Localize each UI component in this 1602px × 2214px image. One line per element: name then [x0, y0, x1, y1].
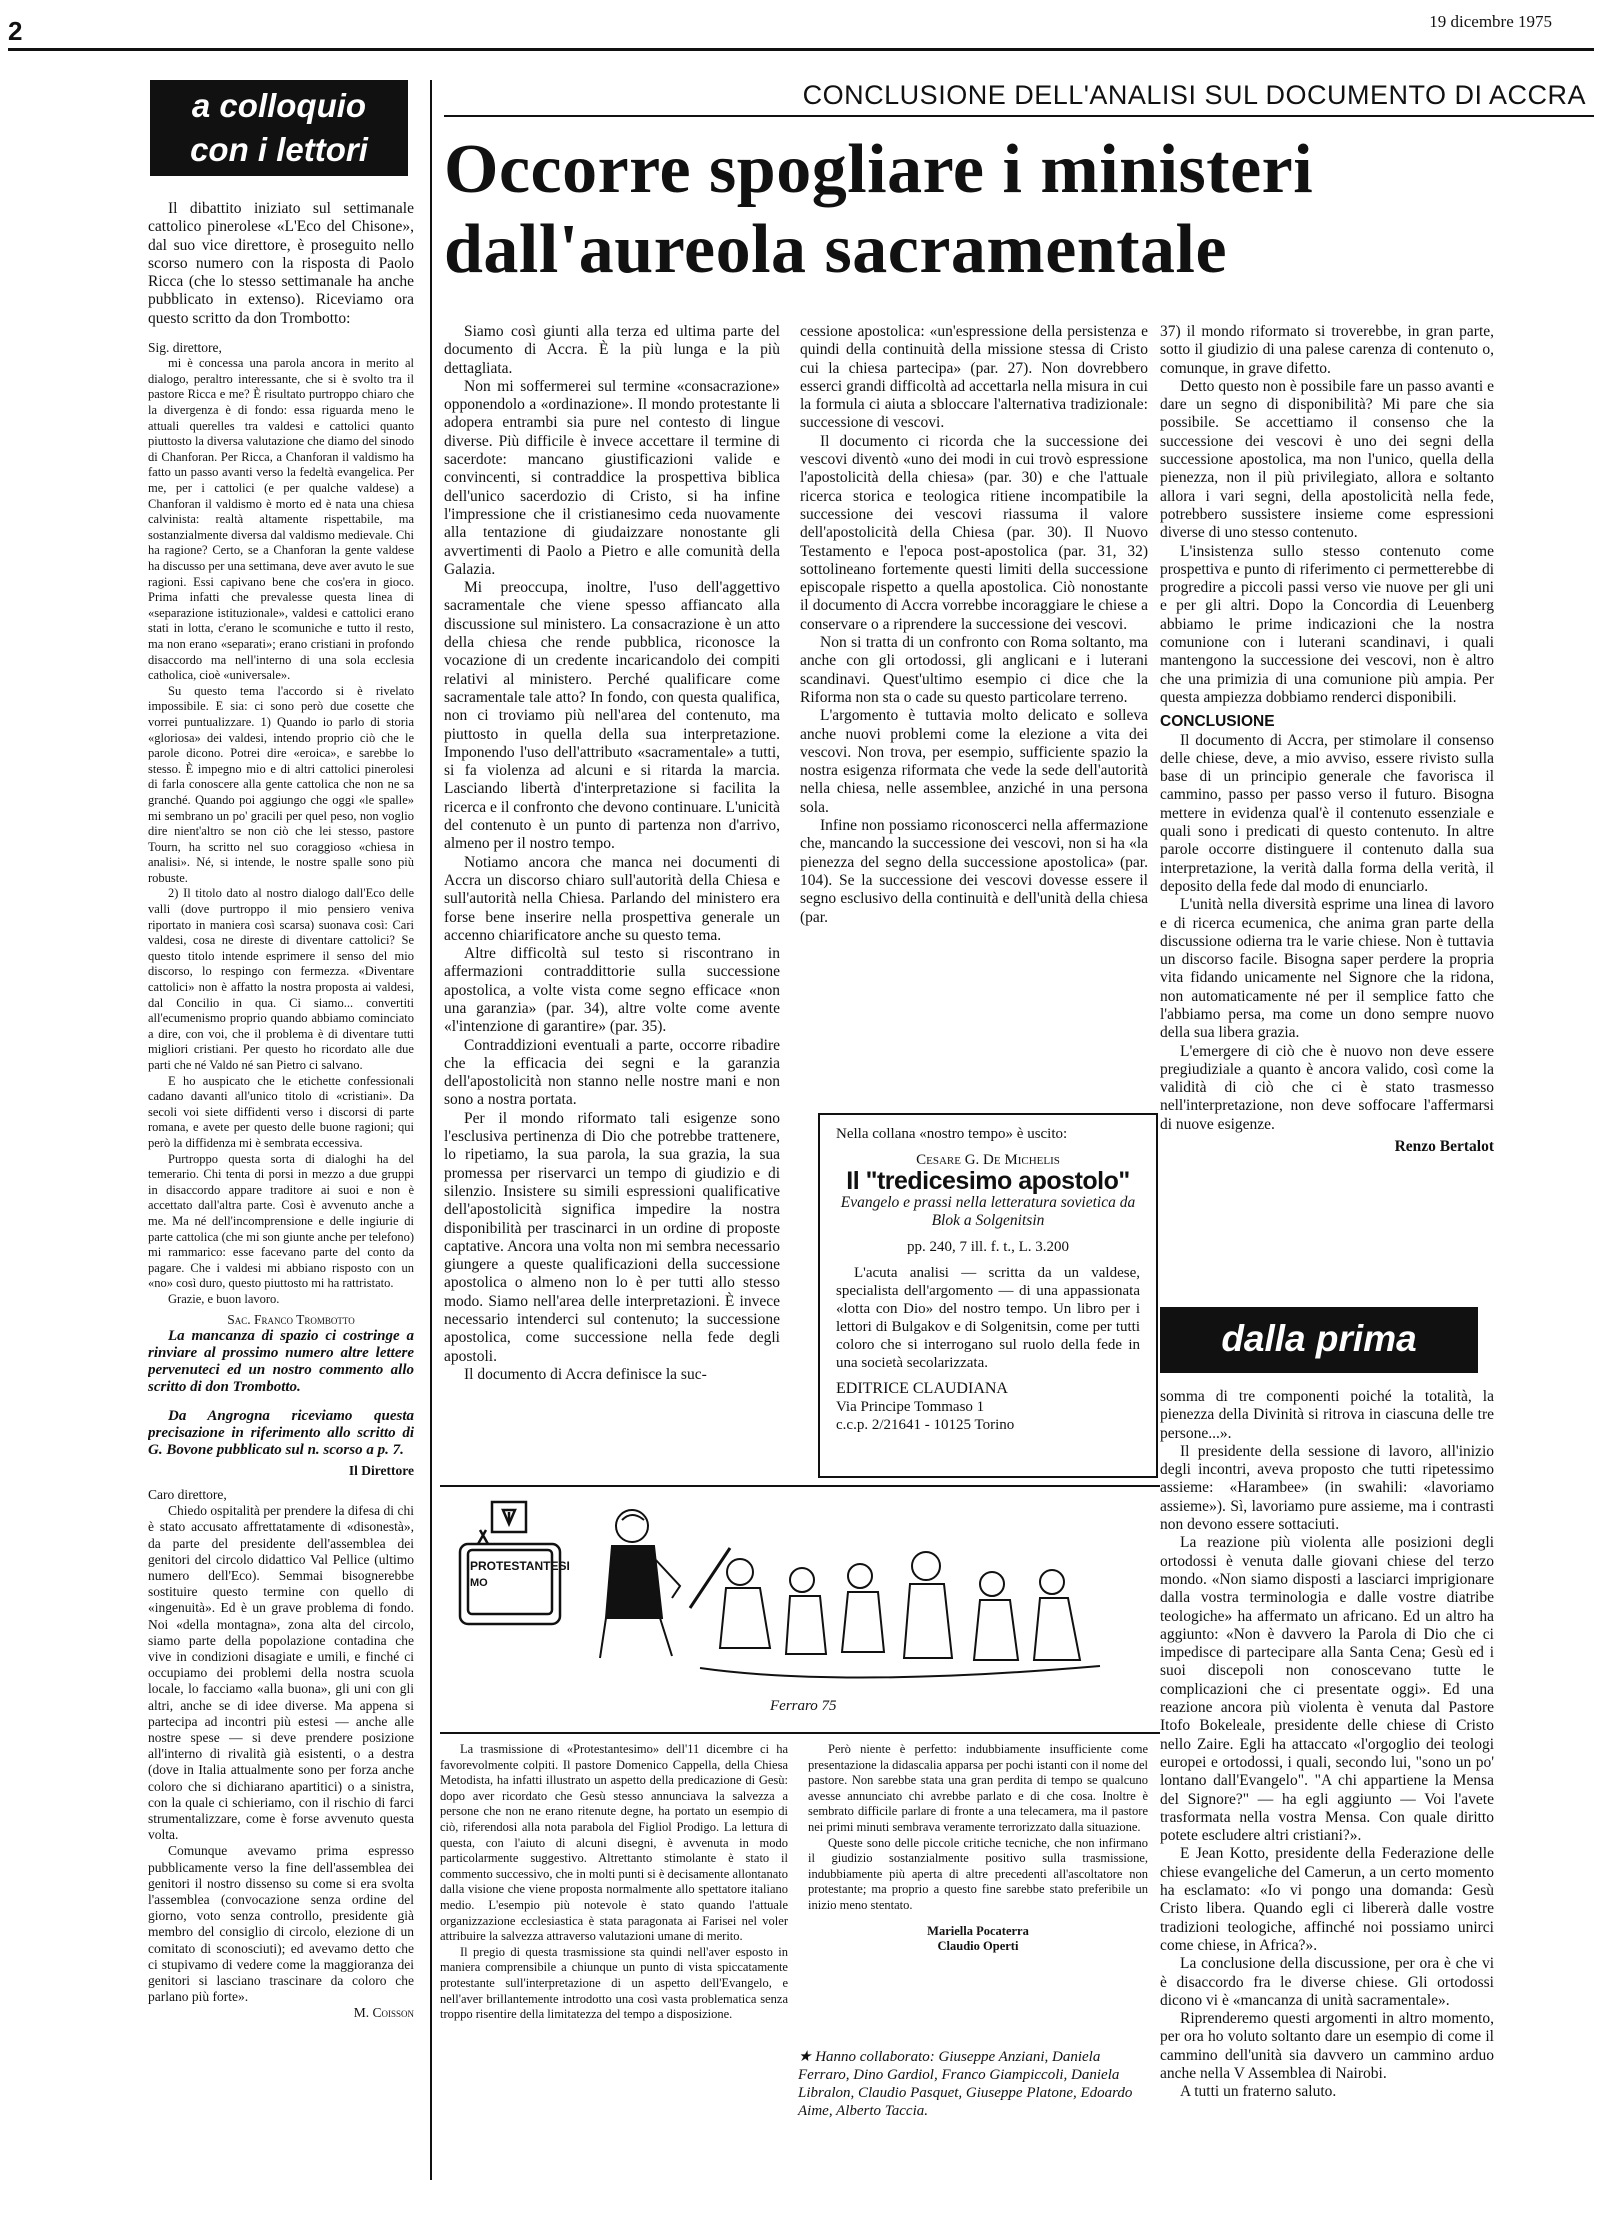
ad-intro: Nella collana «nostro tempo» è uscito:: [836, 1126, 1068, 1142]
angrogna-signature: Il Direttore: [348, 1462, 414, 1478]
ad-address: Via Principe Tommaso 1: [836, 1399, 985, 1415]
tv-review-top-rule: [440, 1732, 1160, 1734]
dalla-prima-paragraph: La conclusione della discussione, per ora è che vi è disaccordo fra le diverse chiese. Gli ortodossi dicono vi è «mancanza di unità sacramentale».: [1160, 1955, 1494, 2009]
dalla-prima-title: dalla prima: [1221, 1318, 1417, 1359]
dalla-prima-paragraph: La reazione più violenta alle posizioni degli ortodossi è venuta dalle giovani chiese del terzo mondo. «Non siamo disposti a lasciarci imprigionare dalla vostra terminologia e dalle vostre diatribe teologiche» ha affermato un africano. Ed un altro ha aggiunto: «Non è davvero la Parola di Dio che ci impedisce di partecipare alla Santa Cena; Gesù ed i suoi discepoli non conoscevano tutte le complicazioni che ci presentate oggi». Ed una reazione ancora più violenta è venuta dal Pastore Itofo Bokeleale, presidente delle chiese di Cristo nello Zaire. Egli ha attaccato «l'orgoglio dei teologi europei e ortodossi, i quali, secondo lui, "sono un po' lontano dall'Evangelo". "A chi appartiene la Mensa del Signore?" — ha egli aggiunto — Voi l'avete trasformata nella vostra Mensa. Con quale diritto potete escludere altri cristiani?».: [1160, 1534, 1494, 1845]
article-paragraph: 37) il mondo riformato si troverebbe, in gran parte, sotto il giudizio di una palese carenza di contenuto o, comunque, in grave difetto.: [1160, 323, 1494, 377]
cartoon-figures: [600, 1510, 1100, 1678]
ad-subtitle: Evangelo e prassi nella letteratura sovietica da Blok a Solgenitsin: [840, 1194, 1136, 1229]
dalla-prima-title-box: [1160, 1307, 1478, 1373]
column-divider: [430, 80, 432, 2180]
article-author: Renzo Bertalot: [1394, 1138, 1494, 1156]
letter1-body: [148, 356, 414, 1307]
tv-review-signature-2: Claudio Operti: [937, 1939, 1019, 1954]
conclusion-paragraph: L'emergere di ciò che è nuovo non deve essere pregiudiziale a quanto è ancora valido, così come la validità di ciò che ci è stato trasmesso nell'interpretazione, non deve soffocare l'affermarsi di nuove esigenze.: [1160, 1042, 1494, 1133]
tv-review-signature-1: Mariella Pocaterra: [927, 1923, 1029, 1938]
letter1-paragraph: 2) Il titolo dato al nostro dialogo dall'Eco delle valli (dove purtroppo il mio pensiero veniva riportato in maniera così scarsa) suonava così: Cari valdesi, cosa ne direste di diventare cattolici? Se questo titolo intende esprimere il senso del mio discorso, lo respingo con fermezza. «Diventare cattolici» non è affatto la nostra proposta ai valdesi, dal Concilio in qua. Ci siamo... convertiti all'ecumenismo proprio quando abbiamo cominciato a dire, con voi, che il problema è di diventare tutti migliori cristiani. Per questo ho ricordato alle due parti che né Valdo né san Pietro ci salvano.: [148, 886, 414, 1072]
colloquio-title-box: [150, 80, 408, 176]
article-paragraph: Infine non possiamo riconoscerci nella affermazione che, mancando la successione dei vescovi, non si ha «la pienezza del segno della successione apostolica» (par. 104). Se la successione dei vescovi dovesse essere il segno esclusivo della continuità e dell'unità della chiesa (par.: [800, 817, 1148, 926]
editor-note: La mancanza di spazio ci costringe a rinviare al prossimo numero altre lettere pervenuteci ed un nostro commento allo scritto di don Trombotto.: [148, 1327, 414, 1395]
tv-review-column-1: [440, 1742, 788, 2182]
letter2-signature: M. Coisson: [353, 2005, 414, 2021]
cartoon-sign-text: PROTESTANTESI: [470, 1559, 570, 1573]
article-paragraph: Siamo così giunti alla terza ed ultima parte del documento di Accra. È la più lunga e la più dettagliata.: [444, 323, 780, 377]
ad-specs: pp. 240, 7 ill. f. t., L. 3.200: [906, 1239, 1070, 1255]
article-paragraph: Altre difficoltà sul testo si riscontrano in affermazioni contraddittorie sulla successione apostolica, a volte vista come segno efficace «non una garanzia» (par. 34), altre volte come avente «l'intenzione di garantire» (par. 35).: [444, 945, 780, 1036]
letter1-salutation: Sig. direttore,: [148, 340, 222, 356]
letter1-paragraph: Grazie, e buon lavoro.: [168, 1291, 280, 1306]
article-kicker: CONCLUSIONE DELL'ANALISI SUL DOCUMENTO DI ACCRA: [444, 80, 1594, 117]
article-paragraph: Detto questo non è possibile fare un passo avanti e dare un segno di disponibilità? Mi pare che sia possibile. Se accettiamo il consenso che la successione dei vescovi è uno dei segni della successione apostolica, ma non l'unico, quella della pienezza, non il più privilegiato, allora e soltanto allora i vari segni, della apostolicità nella fede, potrebbero sussistere insieme come espressioni diverse di uno stesso contenuto.: [1160, 377, 1494, 542]
ad-body: L'acuta analisi — scritta da un valdese, specialista dell'argomento — di una appassionata «lotta con Dio» del nostro tempo. Un libro per i lettori di Bulgakov e di Solgenitsin, come per tutti coloro che si interrogano sul ruolo della fede in una società secolarizzata.: [836, 1265, 1140, 1371]
contributors-credits: ★ Hanno collaborato: Giuseppe Anziani, Daniela Ferraro, Dino Gardiol, Franco Giampiccoli, Daniela Libralon, Claudio Pasquet, Giuseppe Platone, Edoardo Aime, Alberto Taccia.: [798, 2049, 1133, 2119]
article-column-1: [444, 323, 780, 1481]
letter2-salutation: Caro direttore,: [148, 1486, 227, 1502]
letter1-signature: Sac. Franco Trombotto: [227, 1311, 355, 1327]
conclusion-paragraph: L'unità nella diversità esprime una linea di lavoro e di ricerca ecumenica, che anima gran parte della discussione odierna tra le varie chiese. Non è tuttavia un discorso facile. Bisogna saper perdere la propria vita fidando unicamente nel Signore che la ridona, non automaticamente né per il semplice fatto che l'abbiamo persa, ma come un dono sempre nuovo della sua libera grazia.: [1160, 896, 1494, 1042]
headline-line1: Occorre spogliare i ministeri: [444, 131, 1314, 208]
letter2-paragraph: Comunque avevamo prima espresso pubblicamente verso la fine dell'assemblea dei genitori il nostro dissenso su come si era svolta l'assemblea (convocazione senza ordine del giorno, voto senza controllo, presidente già membro del consiglio di circolo, elezione di un comitato di sconosciuti); ed avevamo detto che ci stupivamo di vedere come la maggioranza dei genitori si lasciano trascinare da coloro che parlano più forte».: [148, 1843, 414, 2005]
dalla-prima-column: [1160, 1388, 1494, 2188]
colloquio-title-line1: a colloquio: [191, 87, 367, 124]
article-headline: [444, 130, 1594, 290]
article-paragraph: cessione apostolica: «un'espressione della persistenza e quindi della continuità della missione stessa di Cristo cui la chiesa partecipa» (par. 27). Non dovrebbero esserci grandi difficoltà ad accettarla nella misura in cui la formula ci aiuta a sbloccare l'alternativa tradizionale: successione di vescovi.: [800, 323, 1148, 432]
tv-review-paragraph: Il pregio di questa trasmissione sta quindi nell'aver esposto in maniera comprensibile a chiunque un punto di vista spiccatamente protestante sull'interpretazione di un aspetto dell'Evangelo, e nell'aver brillantemente introdotto una così vasta problematica senza troppo risentire della limitatezza del tempo a disposizione.: [440, 1944, 788, 2022]
letter1-paragraph: Purtroppo questa sorta di dialoghi ha del temerario. Chi tenta di porsi in mezzo a due gruppi in disaccordo appare traditore ai suoi e non è accettato dall'altra parte. Così è avvenuto anche a me. Ma né dell'incomprensione e delle ingiurie di parte cattolica (che mi son giunte anche per telefono) mi rammarico: esse facevano parte del conto da pagare. Che i valdesi mi abbiano risposto con un «no» così duro, questo piuttosto mi ha rattristato.: [148, 1151, 414, 1291]
article-paragraph: Il documento ci ricorda che la successione dei vescovi diventò «uno dei modi in cui trovò espressione l'apostolicità della chiesa» (par. 30) e che l'attuale ricerca storica e teologica ritiene incompatibile la successione dei vescovi riassuma il valore dell'apostolicità della Chiesa (par. 30). Il Nuovo Testamento e l'epoca post-apostolica (par. 31, 32) sottolineano fortemente questi limiti della successione episcopale rispetto a quella apostolica. Ciò nonostante il documento di Accra vorrebbe incoraggiare le chiese a conservare o a riprendere la successione dei vescovi.: [800, 432, 1148, 633]
issue-date: 19 dicembre 1975: [1429, 12, 1552, 31]
article-paragraph: Non mi soffermerei sul termine «consacrazione» opponendolo a «ordinazione». Il mondo protestante li adopera entrambi sia pure nel contesto di lingue diverse. Più difficile è invece accettare il termine di sacerdote: mancano giustificazioni valide e convincenti, si contraddice la prospettiva biblica dell'unico sacerdozio di Cristo, si ha infine l'impressione che il cristianesimo ceda nuovamente alla tentazione di giudaizzare nonostante gli avvertimenti di Paolo a Pietro e alle comunità della Galazia.: [444, 377, 780, 578]
tv-review-column-2: [808, 1742, 1148, 2042]
article-paragraph: L'argomento è tuttavia molto delicato e solleva anche nuovi problemi come la elezione a vita dei vescovi. Non trova, per esempio, sufficiente spazio la nostra esigenza riformata che vede la sede dell'autorità nella chiesa, nelle assemblee, anziché in una persona sola.: [800, 707, 1148, 816]
conclusion-heading: CONCLUSIONE: [1160, 713, 1275, 731]
top-rule: [8, 48, 1594, 51]
article-column-2: [800, 323, 1148, 1101]
angrogna-note: Da Angrogna riceviamo questa precisazione in riferimento allo scritto di G. Bovone pubblicato sul n. scorso a p. 7.: [148, 1407, 414, 1458]
article-paragraph: Non si tratta di un confronto con Roma soltanto, ma anche con gli ortodossi, gli anglicani e i luterani scandinavi. Quest'ultimo esempio ci dice che la Riforma non sta o cade su questo particolare terreno.: [800, 634, 1148, 706]
ad-account: c.c.p. 2/21641 - 10125 Torino: [836, 1417, 1015, 1433]
letter1-paragraph: E ho auspicato che le etichette confessionali cadano davanti all'unico titolo di «cristiani». Da secoli voi siete diffidenti verso i discorsi di parte romana, e avete per questo delle buone ragioni; qui però la diffidenza mi è sembrata eccessiva.: [148, 1073, 414, 1150]
letter2-paragraph: Chiedo ospitalità per prendere la difesa di chi è stato accusato affrettatamente di «disonestà», da parte del presidente dell'assemblea dei genitori del circolo didattico Val Pellice (ultimo numero dell'Eco). Semmai bisognerebbe sostituire questo termine con quello di «ingenuità». Ed è un grave problema di fondo. Noi «della montagna», zona alta del circolo, siamo parte della popolazione contadina che vive in condizioni disagiate e umili, e finché ci occupiamo dei problemi della nostra scuola locale, lo facciamo «alla buona», gli uni con gli altri, anche se di idee diverse. Ma appena si partecipa ad incontri più estesi — anche alle nostre spese — si deve prendere posizione all'interno di rivalità già esistenti, o a destra (dove in Italia attualmente sono per forza anche coloro che si dichiarano apartitici) o a sinistra, con la quale ci schieriamo, con il rischio di farci strumentalizzare, come è forse avvenuto questa volta.: [148, 1503, 414, 1843]
dalla-prima-paragraph: somma di tre componenti poiché la totalità, la pienezza della Divinità si ritrova in ciascuna delle tre persone...».: [1160, 1388, 1494, 1442]
colloquio-intro: Il dibattito iniziato sul settimanale cattolico pinerolese «L'Eco del Chisone», dal suo vice direttore, è proseguito nello scorso numero con la risposta di Paolo Ricca (che lo stesso settimanale ha anche pubblicato in extenso). Riceviamo ora questo scritto da don Trombotto:: [148, 200, 414, 327]
colloquio-title-line2: con i lettori: [190, 131, 368, 168]
article-paragraph: Notiamo ancora che manca nei documenti di Accra un discorso chiaro sull'autorità della Chiesa e sull'autorità nella Chiesa. Parlando del ministero era forse bene inserire nella prospettiva generale un accenno chiarificatore anche su questo tema.: [444, 853, 780, 944]
tv-review-paragraph: La trasmissione di «Protestantesimo» dell'11 dicembre ci ha favorevolmente colpiti. Il pastore Domenico Cappella, della Chiesa Metodista, ha infatti illustrato un aspetto della predicazione di Gesù: dopo aver ricordato che Gesù stesso annunciava la salvezza a persone che non ne erano ritenute degne, ha portato un esempio di ciò, riferendosi alla nota parabola del Figliol Prodigo. La lettura di questa, con l'aiuto di alcuni disegni, è avvenuta in modo particolarmente suggestivo. Altrettanto stimolante è stato il commento successivo, che in molti punti si è decisamente allontanato dalla visione che viene proposta normalmente allo spettatore italiano medio. L'esempio più notevole è stato quando l'attuale organizzazione ecclesiastica è stata paragonata ai Farisei nel voler attribuire la salvezza attraverso valutazioni umane di merito.: [440, 1742, 788, 1944]
colloquio-column: [148, 200, 414, 2185]
ad-book-title: Il "tredicesimo apostolo": [846, 1167, 1130, 1195]
article-paragraph: Mi preoccupa, inoltre, l'uso dell'aggettivo sacramentale che viene spesso affiancato alla discussione sul ministero. La consacrazione è un atto della chiesa che rende pubblica, riconosce la vocazione di un credente incaricandolo dei compiti relativi al ministero. Perché qualificare come sacramentale tale atto? In fondo, con questa qualifica, non ci troviamo più nell'area del contenuto, ma piuttosto in quella della sua interpretazione. Imponendo l'uso dell'attributo «sacramentale» a tutti, si fa violenza ad alcuni e si ritarda la marcia. Lasciando libertà d'interpretazione si facilita la ricerca e il confronto che devono continuare. L'unicità del contenuto è un punto di partenza non d'arrivo, almeno per il nostro tempo.: [444, 579, 780, 853]
page-number: 2: [8, 16, 23, 46]
cartoon-sign-sub: MO: [470, 1577, 488, 1589]
letter1-paragraph: Su questo tema l'accordo si è rivelato impossibile. E sia: ci sono però due cosette che vorrei puntualizzare. 1) Quando io parlo di storia «gloriosa» dei valdesi, intendo proprio ciò che le parole dicono. Potrei dire «eroica», e sarebbe lo stesso. È impegno mio e di altri cattolici pinerolesi di farla conoscere alla gente cattolica che non ne sa granché. Quando poi aggiungo che oggi «le spalle» mi sembrano un po' gracili per quel peso, non voglio dire nient'altro se non ciò che lei stesso, pastore Tourn, ha scritto nel suo coraggioso «chiesa in analisi». Né, si intende, le nostre spalle sono più robuste.: [148, 683, 414, 885]
dalla-prima-paragraph: Il presidente della sessione di lavoro, all'inizio degli incontri, aveva proposto che tutti ripetessimo assieme: «Harambee» (in swahili: «lavoriamo assieme»). Sì, lavoriamo pure assieme, ma i contrasti non devono essere sottaciuti.: [1160, 1442, 1494, 1534]
dalla-prima-paragraph: A tutti un fraterno saluto.: [1180, 2083, 1337, 2101]
conclusion-paragraph: Il documento di Accra, per stimolare il consenso delle chiese, deve, a mio avviso, essere rivisto sulla base di un principio generale che favorisca il cammino, passo per passo verso il futuro. Bisogna mettere in evidenza qual'è il contenuto essenziale e quali sono i predicati di questo contenuto. In altre parole occorre distinguere il contenuto dalla sua interpretazione, la verità dalla forma della verità, il deposito della fede dal modo di enunciarlo.: [1160, 731, 1494, 895]
cartoon-illustration: [440, 1488, 1160, 1723]
cartoon-signature: Ferraro 75: [770, 1698, 837, 1714]
ad-publisher: EDITRICE CLAUDIANA: [836, 1380, 1008, 1397]
cartoon-top-rule: [440, 1485, 1160, 1487]
article-paragraph: Il documento di Accra definisce la suc-: [464, 1365, 707, 1383]
article-paragraph: Per il mondo riformato tali esigenze sono l'esclusiva pertinenza di Dio che potrebbe trattenere, lo ripetiamo, la sua parola, la sua grazia, la sua promessa per riservarci un tempo di giudizio e di silenzio. Insistere su simili espressioni qualificative dell'apostolicità significa impedire la nostra disponibilità per trascinarci in un ordine di proposte captative. Ancora una volta non mi sembra necessario giungere a queste qualificazioni della successione apostolica o almeno non lo è per tutti allo stesso modo. Siamo nell'area delle interpretazioni. È invece necessario intenderci sul contenuto; la successione apostolica, come successione nella fede degli apostoli.: [444, 1109, 780, 1365]
ad-author: Cesare G. De Michelis: [916, 1152, 1060, 1168]
dalla-prima-paragraph: E Jean Kotto, presidente della Federazione delle chiese evangeliche del Camerun, a un certo momento ha esclamato: «Io vi pongo una domanda: Gesù Cristo libera. Quando egli ci libererà dalle vostre tradizioni teologiche, affinché noi possiamo unirci come chiese, in Africa?».: [1160, 1845, 1494, 1954]
headline-line2: dall'aureola sacramentale: [444, 211, 1228, 288]
tv-review-paragraph: Queste sono delle piccole critiche tecniche, che non infirmano il giudizio sostanzialmente positivo sulla trasmissione, indubbiamente più aperta di altre precedenti all'ascoltatore non protestante; ma proprio a questo fine sarebbe stato preferibile un inizio meno stentato.: [808, 1835, 1148, 1912]
letter1-paragraph: mi è concessa una parola ancora in merito al dialogo, peraltro interessante, che si è svolto tra il pastore Ricca e me? È risultato purtroppo chiaro che la divergenza è di fondo: essa riguarda meno le attuali querelles tra valdesi e cattolici quanto piuttosto la diversa valutazione che diamo del sinodo di Chanforan. Per Ricca, a Chanforan il valdismo ha fatto un passo avanti verso la fedeltà evangelica. Per me, per i cattolici (e per qualche valdese) a Chanforan il valdismo è morto ed è nata una chiesa calvinista: realtà altamente rispettabile, ma sostanzialmente diversa dal valdismo medievale. Chi ha ragione? Certo, se a Chanforan la gente valdese ha discusso per una settimana, deve aver avuto le sue ragioni. Essi capivano bene che cos'era in gioco. Prima infatti che prevalesse questa linea di «separazione istituzionale», valdesi e cattolici erano stati in lotta, c'erano le scomuniche e tutto il resto, ma non erano «separati»; erano cristiani in profondo disaccordo ma nell'interno di una sola ecclesia catholica, cioè «universale».: [148, 356, 414, 683]
tv-review-paragraph: Però niente è perfetto: indubbiamente insufficiente come presentazione la didascalia apparsa per pochi istanti con il nome del pastore. Non sarebbe stata una gran perdita di tempo se qualcuno avesse annunciato chi avrebbe parlato e di che cosa. Inoltre è sembrato difficile parlare di fronte a una telecamera, ma il pastore nei primi minuti sembrava veramente terrorizzato dalla situazione.: [808, 1742, 1148, 1834]
book-advertisement: [818, 1113, 1158, 1478]
article-paragraph: Contraddizioni eventuali a parte, occorre ribadire che la efficacia dei segni e la garanzia dell'apostolicità non stanno nelle nostre mani e non sono a nostra portata.: [444, 1036, 780, 1109]
dalla-prima-paragraph: Riprenderemo questi argomenti in altro momento, per ora ho voluto soltanto dare un esempio di come il cammino dell'unità sia davvero un cammino arduo anche nella V Assemblea di Nairobi.: [1160, 2010, 1494, 2082]
article-column-3: [1160, 323, 1494, 1298]
article-paragraph: L'insistenza sullo stesso contenuto come prospettiva e punto di riferimento ci permetterebbe di progredire a piccoli passi verso vie nuove per gli uni e per gli altri. Dopo la Concordia di Leuenberg abbiamo le prime indicazioni che la nostra comunione con i luterani scandinavi, i quali mantengono la successione dei vescovi, non è altro che una primizia di una comunione più ampia. Per questa ampiezza dobbiamo renderci disponibili.: [1160, 542, 1494, 706]
